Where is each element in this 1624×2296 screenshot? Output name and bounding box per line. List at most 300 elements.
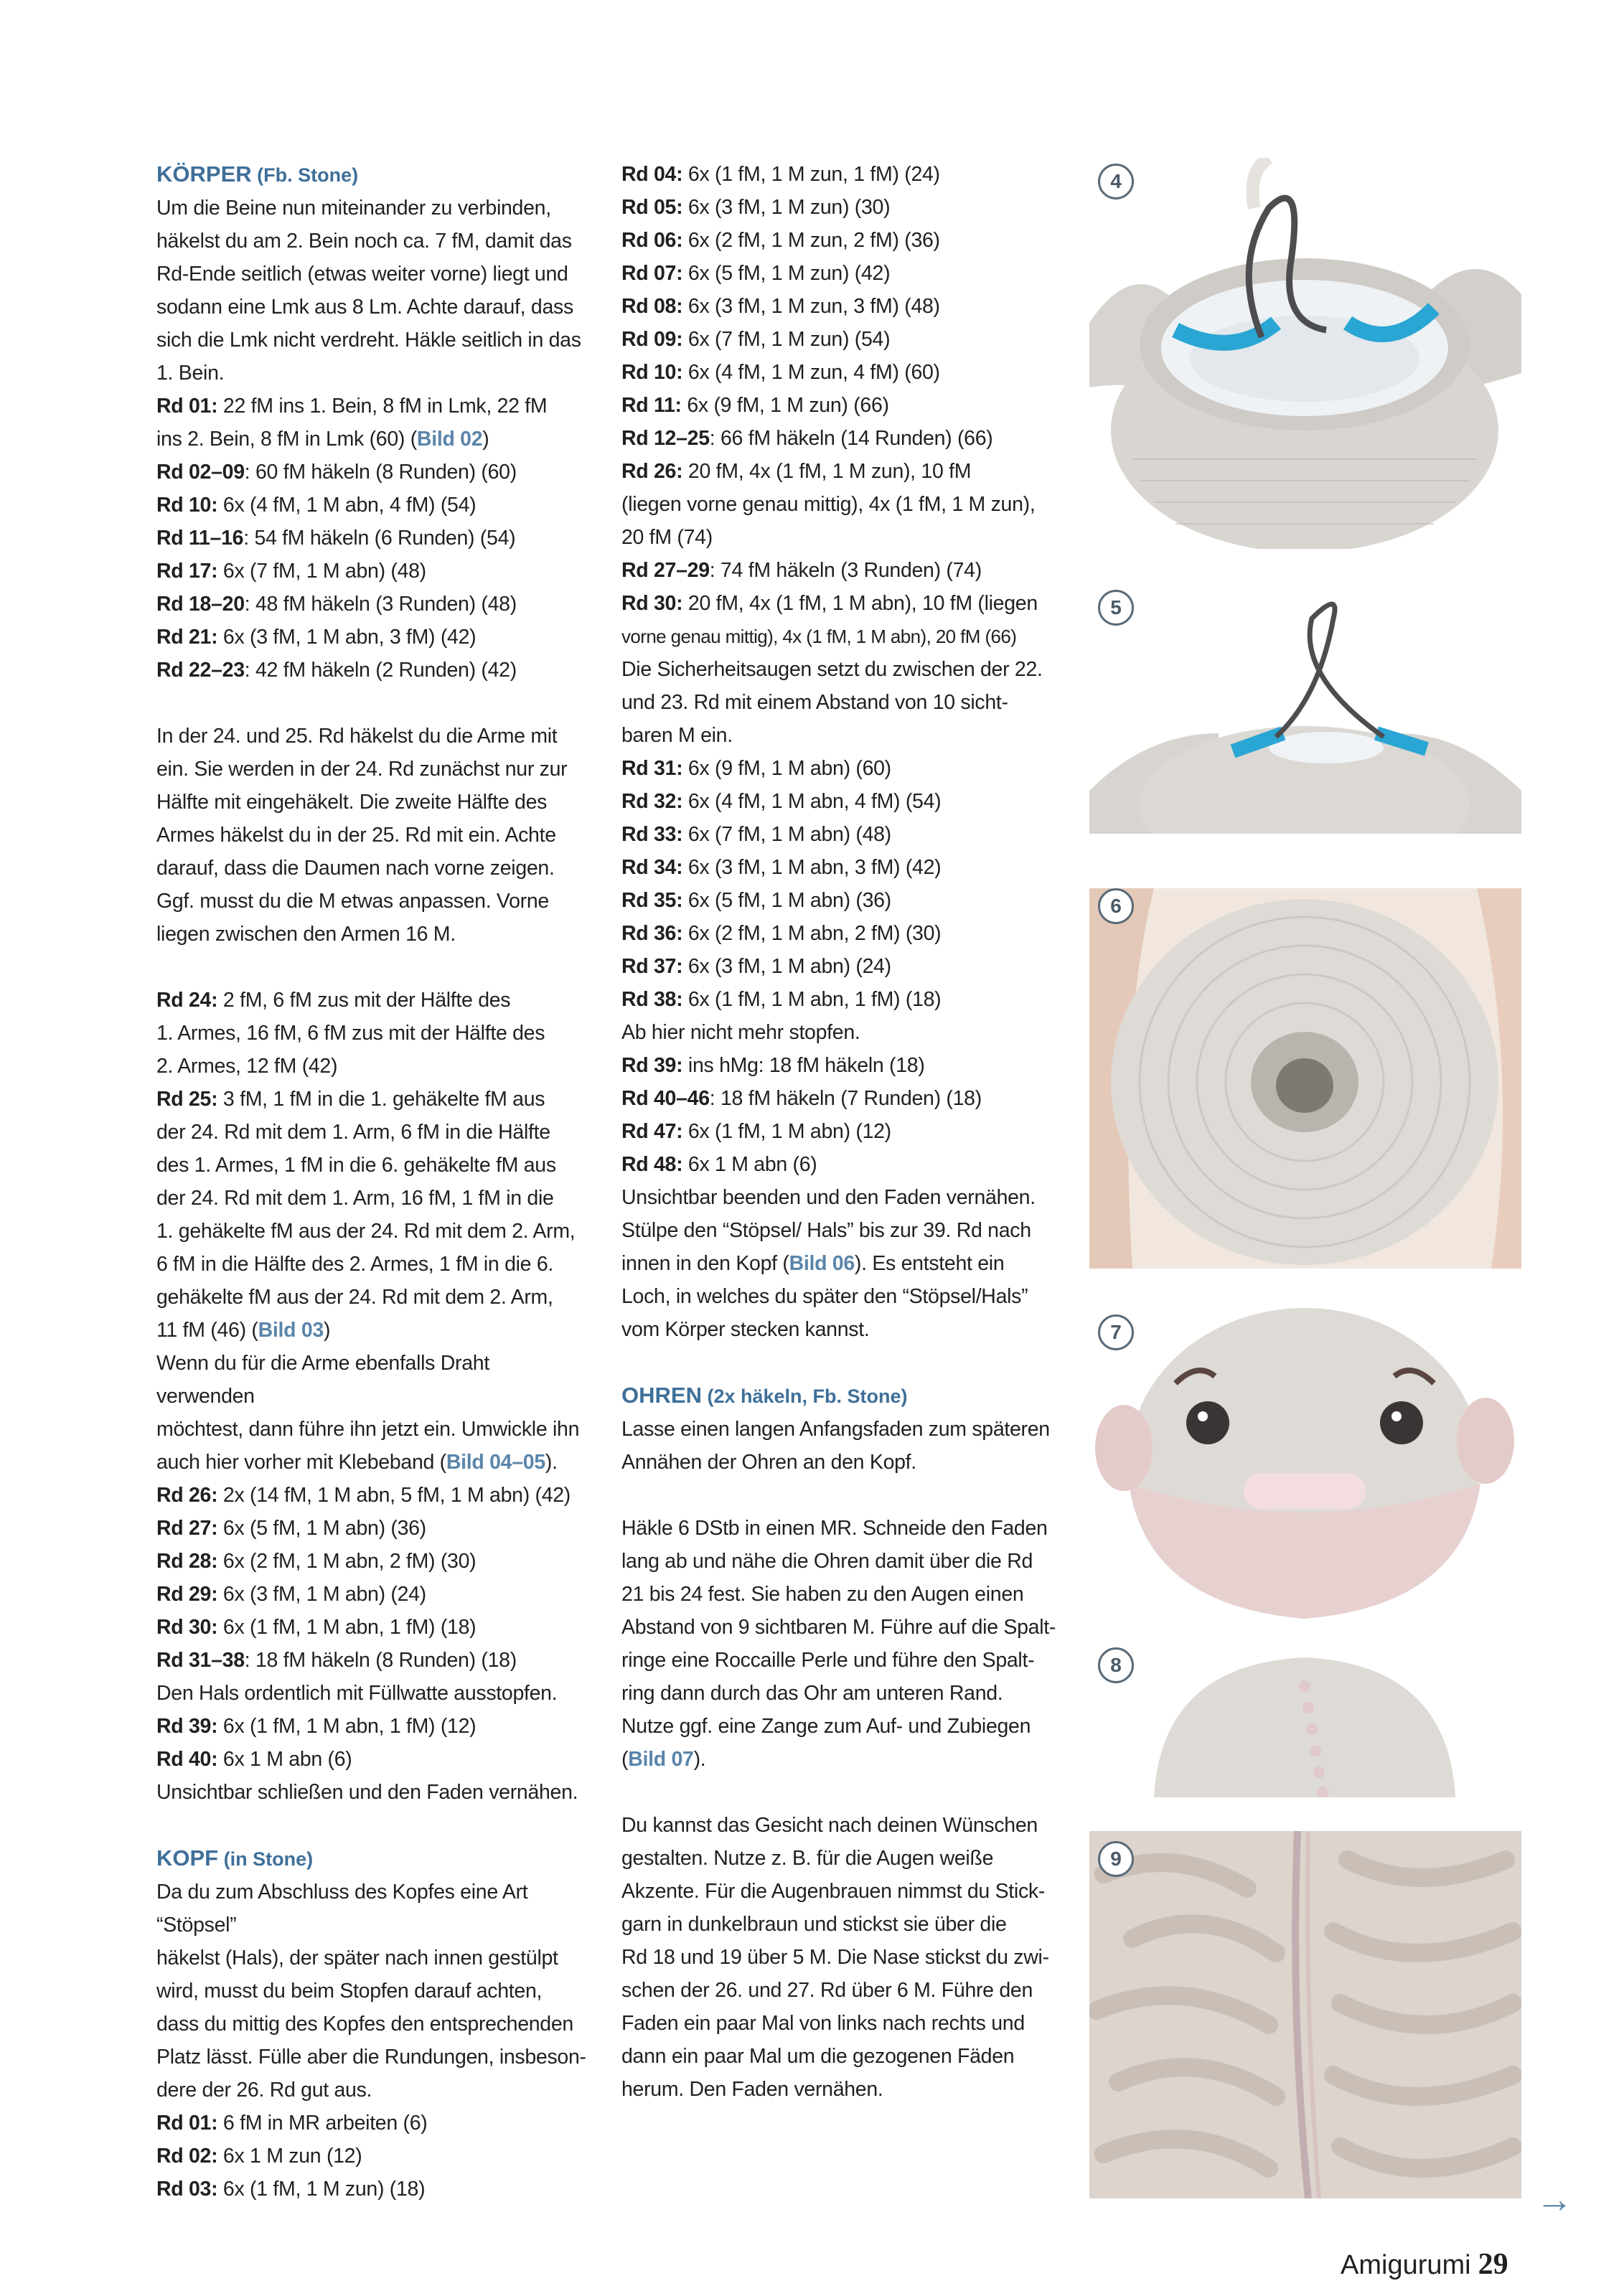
text-line	[156, 1215, 587, 1248]
line-text: Abstand von 9 sichtbaren M. Führe auf die Spalt-	[621, 1616, 1056, 1639]
round-label: Rd 12–25	[621, 427, 710, 450]
line-text: Du kannst das Gesicht nach deinen Wünschen	[621, 1814, 1038, 1837]
photo-4-image	[1089, 158, 1521, 549]
round-instruction	[156, 588, 587, 621]
picture-reference: Bild 07	[628, 1748, 694, 1771]
round-instruction	[621, 389, 1059, 422]
section-heading-title: KOPF	[156, 1845, 219, 1871]
line-text: Platz lässt. Fülle aber die Rundungen, insbeson-	[156, 2046, 586, 2069]
text-line	[621, 1214, 1059, 1247]
round-label: Rd 39:	[621, 1054, 683, 1077]
round-label: Rd 47:	[621, 1120, 683, 1143]
round-instruction	[621, 323, 1059, 356]
line-text: 6x (4 fM, 1 M abn, 4 fM) (54)	[217, 494, 477, 517]
line-text: ring dann durch das Ohr am unteren Rand.	[621, 1682, 1003, 1705]
line-text: 20 fM, 4x (1 fM, 1 M zun), 10 fM	[682, 460, 972, 483]
text-line	[621, 1512, 1059, 1545]
round-label: Rd 33:	[621, 823, 683, 846]
line-text: Um die Beine nun miteinander zu verbinden,	[156, 197, 551, 220]
line-text: vorne genau mittig), 4x (1 fM, 1 M abn), 20 fM (66)	[621, 626, 1017, 647]
line-text: dere der 26. Rd gut aus.	[156, 2079, 372, 2102]
round-label: Rd 48:	[621, 1153, 683, 1176]
line-text: 6x (5 fM, 1 M zun) (42)	[682, 262, 891, 285]
text-line	[621, 488, 1059, 521]
line-text: 6x (3 fM, 1 M zun) (30)	[682, 196, 891, 219]
line-text: Lasse einen langen Anfangsfaden zum späteren	[621, 1418, 1050, 1441]
line-text: Rd 18 und 19 über 5 M. Die Nase stickst du zwi-	[621, 1946, 1049, 1969]
text-line	[156, 1413, 587, 1446]
line-text: dass du mittig des Kopfes den entsprechenden	[156, 2013, 573, 2036]
text-line	[621, 1247, 1059, 1280]
text-line	[156, 1281, 587, 1314]
page-number: 29	[1478, 2248, 1508, 2281]
round-instruction	[621, 1049, 1059, 1082]
round-label: Rd 27:	[156, 1517, 218, 1540]
round-instruction	[621, 554, 1059, 587]
round-instruction	[621, 1148, 1059, 1181]
line-text: Die Sicherheitsaugen setzt du zwischen der 22.	[621, 658, 1043, 681]
line-text: 6x 1 M abn (6)	[217, 1748, 352, 1771]
line-text: ringe eine Roccaille Perle und führe den Spalt-	[621, 1649, 1035, 1672]
round-label: Rd 02:	[156, 2145, 218, 2168]
line-text: : 74 fM häkeln (3 Runden) (74)	[709, 559, 982, 582]
round-label: Rd 10:	[156, 494, 218, 517]
text-line	[156, 1677, 587, 1710]
text-line	[621, 1908, 1059, 1941]
round-instruction	[156, 984, 587, 1017]
text-line	[156, 918, 587, 951]
line-text: 3 fM, 1 fM in die 1. gehäkelte fM aus	[217, 1088, 545, 1111]
text-line	[156, 1248, 587, 1281]
round-instruction	[621, 356, 1059, 389]
line-text: sich die Lmk nicht verdreht. Häkle seitlich in das	[156, 329, 581, 352]
round-instruction	[621, 455, 1059, 488]
round-label: Rd 11:	[621, 394, 682, 417]
line-text: 6x 1 M zun (12)	[217, 2145, 362, 2168]
round-label: Rd 30:	[621, 592, 683, 615]
text-line	[156, 885, 587, 918]
line-text: 1. gehäkelte fM aus der 24. Rd mit dem 2. Arm,	[156, 1220, 576, 1243]
line-text: vom Körper stecken kannst.	[621, 1318, 870, 1341]
text-column-middle	[621, 158, 1059, 2106]
text-column-left	[156, 158, 587, 2206]
round-label: Rd 08:	[621, 295, 683, 318]
line-text: 21 bis 24 fest. Sie haben zu den Augen einen	[621, 1583, 1024, 1606]
line-text: 6x 1 M abn (6)	[682, 1153, 817, 1176]
line-text: der 24. Rd mit dem 1. Arm, 16 fM, 1 fM in die	[156, 1187, 554, 1210]
round-instruction	[156, 489, 587, 522]
round-instruction	[156, 522, 587, 555]
section-heading	[621, 1379, 1059, 1413]
round-label: Rd 28:	[156, 1550, 218, 1573]
round-label: Rd 02–09	[156, 461, 245, 484]
text-line	[621, 620, 1059, 653]
picture-reference: Bild 03	[258, 1319, 324, 1342]
line-text: 6x (3 fM, 1 M abn) (24)	[217, 1583, 426, 1606]
line-text: ins hMg: 18 fM häkeln (18)	[682, 1054, 925, 1077]
round-instruction	[621, 191, 1059, 224]
round-label: Rd 32:	[621, 790, 683, 813]
line-text: 6x (1 fM, 1 M abn, 1 fM) (12)	[217, 1715, 477, 1738]
photo-number-badge: 4	[1098, 164, 1134, 199]
line-text: Armes häkelst du in der 25. Rd mit ein. Achte	[156, 824, 556, 847]
text-line	[621, 1710, 1059, 1743]
paragraph-spacer	[621, 1479, 1059, 1512]
round-label: Rd 37:	[621, 955, 683, 978]
round-label: Rd 27–29	[621, 559, 710, 582]
text-line	[621, 2073, 1059, 2106]
round-label: Rd 06:	[621, 229, 683, 252]
round-label: Rd 35:	[621, 889, 683, 912]
continue-arrow-icon: →	[1536, 2179, 1573, 2221]
text-line	[621, 1413, 1059, 1446]
line-text: 6x (3 fM, 1 M abn, 3 fM) (42)	[682, 856, 942, 879]
text-line	[156, 1017, 587, 1050]
text-line	[156, 753, 587, 786]
text-line	[156, 291, 587, 324]
round-label: Rd 29:	[156, 1583, 218, 1606]
line-text: dann ein paar Mal um die gezogenen Fäden	[621, 2045, 1015, 2068]
round-label: Rd 09:	[621, 328, 683, 351]
line-text: 6x (4 fM, 1 M zun, 4 fM) (60)	[682, 361, 940, 384]
photo-number-badge: 9	[1098, 1841, 1134, 1877]
line-text: 6x (9 fM, 1 M zun) (66)	[681, 394, 889, 417]
text-line	[156, 1446, 587, 1479]
round-instruction	[621, 818, 1059, 851]
line-text: : 66 fM häkeln (14 Runden) (66)	[709, 427, 993, 450]
paragraph-spacer	[621, 1346, 1059, 1379]
round-instruction	[621, 884, 1059, 917]
text-line	[156, 1149, 587, 1182]
text-line	[621, 521, 1059, 554]
line-text: : 18 fM häkeln (8 Runden) (18)	[244, 1649, 517, 1672]
paragraph-spacer	[156, 951, 587, 984]
photo-number-badge: 5	[1098, 590, 1134, 626]
round-instruction	[156, 1578, 587, 1611]
round-label: Rd 38:	[621, 988, 683, 1011]
line-text: 6x (9 fM, 1 M abn) (60)	[682, 757, 891, 780]
line-text: 22 fM ins 1. Bein, 8 fM in Lmk, 22 fM	[217, 395, 548, 418]
text-line	[156, 1942, 587, 1975]
text-line	[156, 357, 587, 390]
text-line	[156, 1314, 587, 1347]
round-instruction	[621, 752, 1059, 785]
photo-9-image	[1089, 1831, 1521, 2198]
magazine-title: Amigurumi	[1341, 2250, 1471, 2280]
line-text: 6x (3 fM, 1 M zun, 3 fM) (48)	[682, 295, 940, 318]
round-label: Rd 11–16	[156, 527, 244, 550]
line-text: 6x (3 fM, 1 M abn) (24)	[682, 955, 891, 978]
line-text: 6x (1 fM, 1 M zun, 1 fM) (24)	[682, 163, 940, 186]
section-heading-title: KÖRPER	[156, 161, 252, 187]
line-text: liegen zwischen den Armen 16 M.	[156, 923, 456, 946]
line-text: der 24. Rd mit dem 1. Arm, 6 fM in die Hälfte	[156, 1121, 550, 1144]
line-text-after: ).	[693, 1748, 706, 1771]
round-instruction	[156, 2140, 587, 2173]
line-text: schen der 26. und 27. Rd über 6 M. Führe den	[621, 1979, 1033, 2002]
line-text: 6x (1 fM, 1 M abn, 1 fM) (18)	[682, 988, 942, 1011]
text-line	[621, 1016, 1059, 1049]
text-line	[621, 686, 1059, 719]
line-text: (liegen vorne genau mittig), 4x (1 fM, 1 M zun),	[621, 493, 1036, 516]
text-line	[156, 2074, 587, 2107]
line-text: auch hier vorher mit Klebeband (	[156, 1451, 446, 1474]
text-line	[621, 1809, 1059, 1842]
line-text: innen in den Kopf (	[621, 1252, 789, 1275]
line-text: Da du zum Abschluss des Kopfes eine Art “Stöpsel”	[156, 1881, 528, 1937]
text-line	[621, 1677, 1059, 1710]
line-text: Loch, in welches du später den “Stöpsel/Hals”	[621, 1285, 1028, 1308]
text-line	[621, 1875, 1059, 1908]
round-instruction	[156, 1644, 587, 1677]
section-heading	[156, 1842, 587, 1876]
line-text: 6x (3 fM, 1 M abn, 3 fM) (42)	[217, 626, 477, 649]
picture-reference: Bild 02	[416, 428, 483, 451]
text-line	[621, 1644, 1059, 1677]
text-line	[156, 852, 587, 885]
line-text: Ggf. musst du die M etwas anpassen. Vorne	[156, 890, 549, 913]
line-text-after: )	[323, 1319, 331, 1342]
line-text: : 18 fM häkeln (7 Runden) (18)	[709, 1087, 982, 1110]
text-line	[621, 2040, 1059, 2073]
photo-9-hair-closeup	[1089, 1831, 1521, 2198]
line-text: ein. Sie werden in der 24. Rd zunächst nur zur	[156, 758, 568, 781]
line-text: 20 fM, 4x (1 fM, 1 M abn), 10 fM (liegen	[682, 592, 1038, 615]
round-instruction	[156, 1083, 587, 1116]
line-text: lang ab und nähe die Ohren damit über die Rd	[621, 1550, 1033, 1573]
round-label: Rd 31:	[621, 757, 683, 780]
line-text: Hälfte mit eingehäkelt. Die zweite Hälfte des	[156, 791, 548, 814]
photo-6-image	[1089, 888, 1521, 1269]
text-line	[156, 1347, 587, 1413]
line-text: In der 24. und 25. Rd häkelst du die Arme mit	[156, 725, 558, 748]
line-text-after: ).	[545, 1451, 558, 1474]
text-line	[156, 225, 587, 258]
photo-4-body-with-wire	[1089, 158, 1521, 549]
line-text: möchtest, dann führe ihn jetzt ein. Umwickle ihn	[156, 1418, 580, 1441]
line-text: Rd-Ende seitlich (etwas weiter vorne) liegt und	[156, 263, 568, 286]
round-label: Rd 25:	[156, 1088, 218, 1111]
text-line	[156, 192, 587, 225]
round-instruction	[156, 1611, 587, 1644]
round-label: Rd 07:	[621, 262, 683, 285]
text-line	[621, 1578, 1059, 1611]
line-text: garn in dunkelbraun und stickst sie über die	[621, 1913, 1007, 1936]
line-text: 6x (1 fM, 1 M abn) (12)	[682, 1120, 891, 1143]
picture-reference: Bild 04–05	[446, 1451, 545, 1474]
photo-number-badge: 7	[1098, 1314, 1134, 1350]
round-instruction	[621, 917, 1059, 950]
text-line	[621, 1842, 1059, 1875]
photo-7-image	[1089, 1304, 1521, 1620]
line-text: : 60 fM häkeln (8 Runden) (60)	[244, 461, 517, 484]
line-text: Den Hals ordentlich mit Füllwatte ausstopfen.	[156, 1682, 558, 1705]
line-text: 6x (7 fM, 1 M zun) (54)	[682, 328, 891, 351]
round-instruction	[621, 158, 1059, 191]
text-line	[156, 1876, 587, 1942]
photo-5-shoulders-wire	[1089, 590, 1521, 834]
line-text: : 42 fM häkeln (2 Runden) (42)	[244, 659, 517, 682]
text-line	[621, 1313, 1059, 1346]
line-text: 2 fM, 6 fM zus mit der Hälfte des	[217, 989, 511, 1012]
line-text: Wenn du für die Arme ebenfalls Draht verwenden	[156, 1352, 489, 1408]
line-text: Unsichtbar beenden und den Faden vernähen.	[621, 1186, 1036, 1209]
text-line	[156, 423, 587, 456]
round-instruction	[621, 224, 1059, 257]
line-text: 6x (2 fM, 1 M abn, 2 fM) (30)	[682, 922, 942, 945]
line-text: 6x (2 fM, 1 M zun, 2 fM) (36)	[682, 229, 940, 252]
round-instruction	[156, 621, 587, 654]
line-text-after: )	[482, 428, 489, 451]
round-instruction	[156, 2173, 587, 2206]
text-line	[156, 819, 587, 852]
line-text: Häkle 6 DStb in einen MR. Schneide den Faden	[621, 1517, 1048, 1540]
round-label: Rd 04:	[621, 163, 683, 186]
text-line	[156, 1776, 587, 1809]
line-text: des 1. Armes, 1 fM in die 6. gehäkelte fM aus	[156, 1154, 556, 1177]
round-label: Rd 36:	[621, 922, 683, 945]
line-text: : 54 fM häkeln (6 Runden) (54)	[243, 527, 516, 550]
line-text: Nutze ggf. eine Zange zum Auf- und Zubiegen	[621, 1715, 1031, 1738]
text-line	[156, 1975, 587, 2008]
line-text: ins 2. Bein, 8 fM in Lmk (60) (	[156, 428, 417, 451]
text-line	[621, 653, 1059, 686]
line-text: gehäkelte fM aus der 24. Rd mit dem 2. Arm,	[156, 1286, 553, 1309]
line-text: 6x (5 fM, 1 M abn) (36)	[217, 1517, 426, 1540]
line-text: Unsichtbar schließen und den Faden vernähen.	[156, 1781, 578, 1804]
line-text: sodann eine Lmk aus 8 Lm. Achte darauf, dass	[156, 296, 573, 319]
text-line	[621, 1545, 1059, 1578]
photo-number-badge: 6	[1098, 888, 1134, 924]
text-line	[156, 786, 587, 819]
text-line	[156, 2041, 587, 2074]
line-text: baren M ein.	[621, 724, 733, 747]
round-label: Rd 31–38	[156, 1649, 245, 1672]
round-instruction	[156, 2107, 587, 2140]
round-label: Rd 40:	[156, 1748, 218, 1771]
round-label: Rd 03:	[156, 2178, 218, 2201]
paragraph-spacer	[156, 1809, 587, 1842]
line-text: und 23. Rd mit einem Abstand von 10 sicht-	[621, 691, 1008, 714]
line-text: 6x (4 fM, 1 M abn, 4 fM) (54)	[682, 790, 942, 813]
round-label: Rd 22–23	[156, 659, 245, 682]
text-line	[156, 1050, 587, 1083]
round-label: Rd 01:	[156, 395, 218, 418]
round-label: Rd 24:	[156, 989, 218, 1012]
line-text: wird, musst du beim Stopfen darauf achten,	[156, 1980, 543, 2003]
line-text: Faden ein paar Mal von links nach rechts und	[621, 2012, 1025, 2035]
line-text: 6x (7 fM, 1 M abn) (48)	[682, 823, 891, 846]
text-line	[621, 2007, 1059, 2040]
line-text: 11 fM (46) (	[156, 1319, 258, 1342]
text-line	[621, 1974, 1059, 2007]
line-text: 6x (5 fM, 1 M abn) (36)	[682, 889, 891, 912]
line-text: 1. Armes, 16 fM, 6 fM zus mit der Hälfte des	[156, 1022, 545, 1045]
round-instruction	[621, 851, 1059, 884]
photo-number-badge: 8	[1098, 1647, 1134, 1683]
photo-8-head-top	[1089, 1643, 1521, 1797]
paragraph-spacer	[621, 1776, 1059, 1809]
line-text: : 48 fM häkeln (3 Runden) (48)	[244, 593, 517, 616]
round-label: Rd 26:	[156, 1484, 218, 1507]
line-text: gestalten. Nutze z. B. für die Augen weiße	[621, 1847, 994, 1870]
section-heading-note: (Fb. Stone)	[251, 164, 359, 186]
round-instruction	[156, 456, 587, 489]
text-line	[621, 1743, 1059, 1776]
text-line	[621, 1280, 1059, 1313]
line-text: Annähen der Ohren an den Kopf.	[621, 1451, 916, 1474]
round-instruction	[621, 290, 1059, 323]
line-text: 6x (2 fM, 1 M abn, 2 fM) (30)	[217, 1550, 477, 1573]
round-instruction	[621, 1082, 1059, 1115]
photo-5-image	[1089, 590, 1521, 834]
round-instruction	[621, 422, 1059, 455]
text-line	[156, 2008, 587, 2041]
line-text: 1. Bein.	[156, 362, 225, 385]
line-text: 6 fM in MR arbeiten (6)	[217, 2112, 428, 2135]
round-label: Rd 18–20	[156, 593, 245, 616]
round-label: Rd 39:	[156, 1715, 218, 1738]
line-text: 20 fM (74)	[621, 526, 713, 549]
picture-reference: Bild 06	[789, 1252, 855, 1275]
text-line	[156, 720, 587, 753]
round-label: Rd 26:	[621, 460, 683, 483]
round-label: Rd 34:	[621, 856, 683, 879]
round-instruction	[156, 555, 587, 588]
round-instruction	[621, 257, 1059, 290]
photo-7-face	[1089, 1304, 1521, 1620]
text-line	[621, 1611, 1059, 1644]
text-line	[621, 1941, 1059, 1974]
round-label: Rd 30:	[156, 1616, 218, 1639]
line-text-after: ). Es entsteht ein	[854, 1252, 1005, 1275]
round-instruction	[156, 1743, 587, 1776]
round-instruction	[156, 1479, 587, 1512]
line-text: darauf, dass die Daumen nach vorne zeigen.	[156, 857, 555, 880]
round-instruction	[156, 1545, 587, 1578]
round-instruction	[156, 1710, 587, 1743]
round-label: Rd 40–46	[621, 1087, 710, 1110]
round-instruction	[621, 950, 1059, 983]
section-heading	[156, 158, 587, 192]
round-instruction	[156, 390, 587, 423]
round-instruction	[621, 785, 1059, 818]
line-text: häkelst (Hals), der später nach innen gestülpt	[156, 1947, 558, 1970]
line-text: herum. Den Faden vernähen.	[621, 2078, 883, 2101]
line-text: Stülpe den “Stöpsel/ Hals” bis zur 39. Rd nach	[621, 1219, 1031, 1242]
section-heading-title: OHREN	[621, 1383, 702, 1408]
line-text: 6x (1 fM, 1 M abn, 1 fM) (18)	[217, 1616, 477, 1639]
text-line	[621, 1446, 1059, 1479]
section-heading-note: (2x häkeln, Fb. Stone)	[701, 1385, 908, 1407]
text-line	[156, 324, 587, 357]
round-label: Rd 10:	[621, 361, 683, 384]
round-instruction	[621, 587, 1059, 620]
text-line	[156, 258, 587, 291]
line-text: häkelst du am 2. Bein noch ca. 7 fM, damit das	[156, 230, 572, 253]
round-label: Rd 01:	[156, 2112, 218, 2135]
round-instruction	[156, 654, 587, 687]
text-line	[621, 1181, 1059, 1214]
line-text: 2. Armes, 12 fM (42)	[156, 1055, 338, 1078]
line-text: 2x (14 fM, 1 M abn, 5 fM, 1 M abn) (42)	[217, 1484, 571, 1507]
round-instruction	[156, 1512, 587, 1545]
section-heading-note: (in Stone)	[218, 1848, 314, 1870]
round-instruction	[621, 983, 1059, 1016]
round-label: Rd 17:	[156, 560, 218, 583]
line-text: (	[621, 1748, 629, 1771]
paragraph-spacer	[156, 687, 587, 720]
